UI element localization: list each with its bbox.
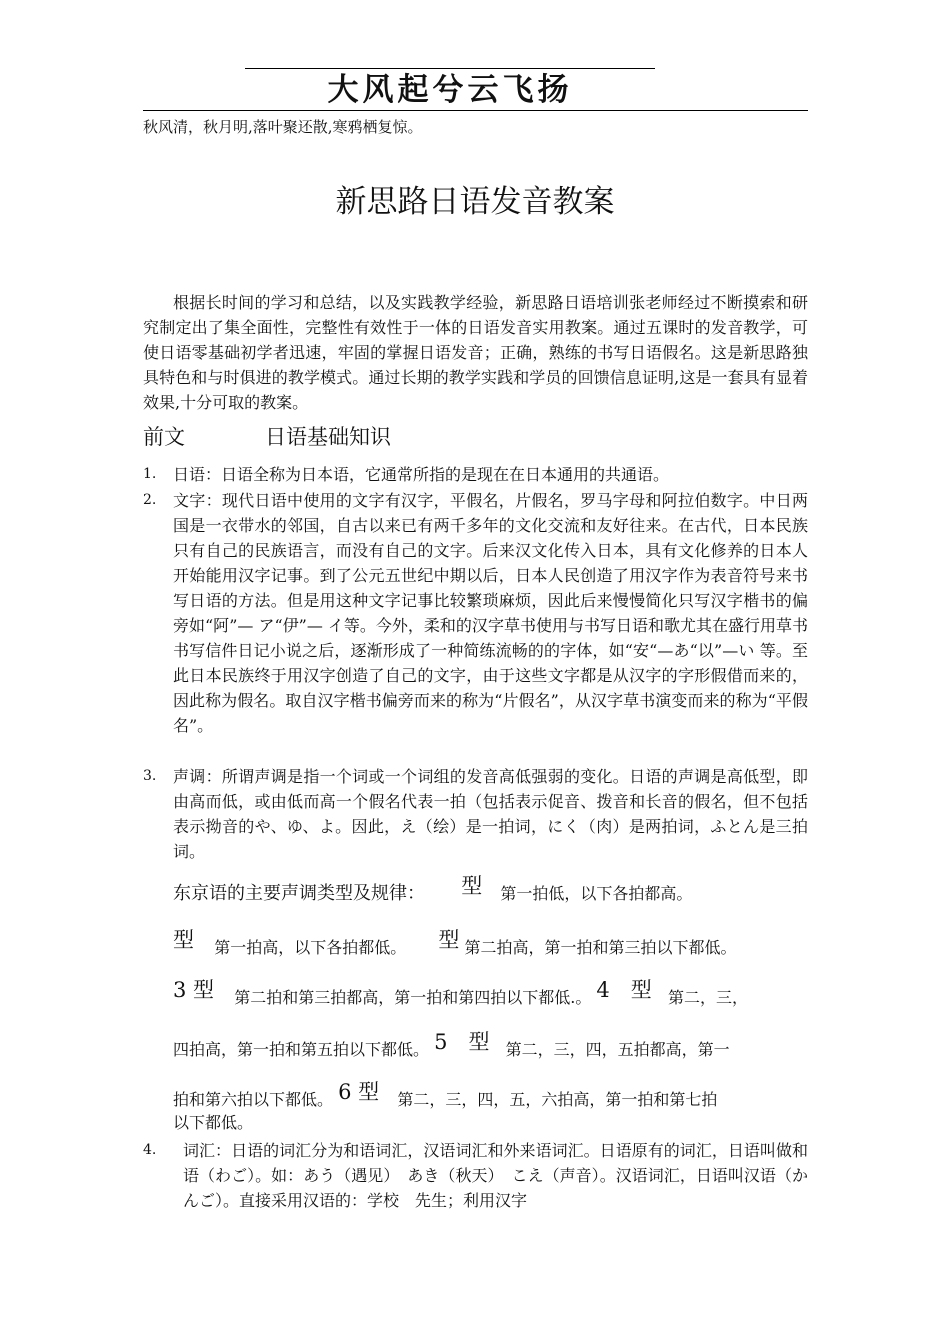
tone-type-1-mark: 型 (173, 928, 194, 952)
list-item-number: 2. (143, 492, 157, 508)
tone-type-5-desc-b: 拍和第六拍以下都低。 (173, 1090, 334, 1109)
tone-line-1 (173, 870, 808, 905)
document-title: 新思路日语发音教案 (335, 184, 615, 220)
tone-line-2 (173, 924, 808, 958)
tone-type-1-desc: 第一拍高，以下各拍都低。 (214, 938, 407, 957)
header-rule-bottom (143, 110, 808, 111)
header-banner: 大风起兮云飞扬 (327, 72, 573, 108)
list-item (143, 488, 808, 738)
tone-type-5-desc-a: 第二，三，四，五拍都高，第一 (505, 1040, 730, 1059)
list-item-text: 声调：所谓声调是指一个词或一个词组的发音高低强弱的变化。日语的声调是高低型，即由高而低，或由低而高一个假名代表一拍（包括表示促音、拨音和长音的假名，但不包括表示拗音的や、ゆ、よ。因此，え（绘）是一拍词，にく（肉）是两拍词，ふとん是三拍词。 (173, 767, 808, 861)
tone-line-4 (173, 1026, 808, 1060)
section-title: 日语基础知识 (265, 425, 391, 449)
tone-line-5 (173, 1076, 808, 1110)
section-label: 前文 (143, 425, 185, 449)
tone-type-6-desc-a: 第二，三，四，五，六拍高，第一拍和第七拍 (397, 1090, 718, 1109)
tone-type-3-mark: 3 型 (173, 978, 215, 1002)
tone-intro: 东京语的主要声调类型及规律： (173, 883, 425, 904)
tone-type-4-mark: 4 型 (596, 978, 652, 1002)
list-item (143, 764, 808, 864)
tone-type-6-mark: 6 型 (338, 1080, 380, 1104)
list-item-text: 日语：日语全称为日本语，它通常所指的是现在在日本通用的共通语。 (173, 465, 670, 484)
header-rule-top (245, 68, 655, 69)
tone-type-6-desc-b: 以下都低。 (173, 1113, 254, 1132)
header-motto: 秋风清，秋月明,落叶聚还散,寒鸦栖复惊。 (143, 118, 423, 136)
tone-type-4-desc-a: 第二，三， (667, 988, 748, 1007)
tone-type-2-mark: 型 (438, 928, 460, 952)
tone-type-2-desc: 第二拍高，第一拍和第三拍以下都低。 (464, 938, 737, 957)
tone-type-3-desc: 第二拍和第三拍都高，第一拍和第四拍以下都低.。 (234, 988, 592, 1007)
list-item-text: 词汇：日语的词汇分为和语词汇，汉语词汇和外来语词汇。日语原有的词汇，日语叫做和语（わご）。如：あう（遇见） あき（秋天） こえ（声音）。汉语词汇，日语叫汉语（かんご）。直接采用汉语的：学校 先生；利用汉字 (183, 1141, 808, 1210)
list-item-number: 3. (143, 768, 157, 784)
list-item (143, 462, 808, 487)
tone-type-4-desc-b: 四拍高，第一拍和第五拍以下都低。 (173, 1040, 430, 1059)
tone-type-0-desc: 第一拍低，以下各拍都高。 (500, 884, 693, 903)
tone-type-5-mark: 5 型 (434, 1030, 490, 1054)
tone-line-3 (173, 974, 808, 1008)
intro-paragraph: 根据长时间的学习和总结，以及实践教学经验，新思路日语培训张老师经过不断摸索和研究制定出了集全面性，完整性有效性于一体的日语发音实用教案。通过五课时的发音教学，可使日语零基础初学者迅速，牢固的掌握日语发音；正确，熟练的书写日语假名。这是新思路独具特色和与时俱进的教学模式。通过长期的教学实践和学员的回馈信息证明,这是一套具有显着效果,十分可取的教案。 (143, 293, 808, 412)
list-item-number: 1. (143, 466, 157, 482)
list-item (143, 1138, 808, 1213)
tone-type-0-mark: 型 (461, 874, 483, 898)
section-heading (143, 422, 391, 452)
tone-line-6 (173, 1110, 808, 1133)
list-item-number: 4. (143, 1142, 157, 1158)
list-item-text: 文字：现代日语中使用的文字有汉字，平假名，片假名，罗马字母和阿拉伯数字。中日两国是一衣带水的邻国，自古以来已有两千多年的文化交流和友好往来。在古代，日本民族只有自己的民族语言，而没有自己的文字。后来汉文化传入日本，具有文化修养的日本人开始能用汉字记事。到了公元五世纪中期以后，日本人民创造了用汉字作为表音符号来书写日语的方法。但是用这种文字记事比较繁琐麻烦，因此后来慢慢简化只写汉字楷书的偏旁如“阿”— ア“伊”— イ等。今外，柔和的汉字草书使用与书写日语和歌尤其在盛行用草书书写信件日记小说之后，逐渐形成了一种简练流畅的的字体，如“安“—あ“以”—い 等。至此日本民族终于用汉字创造了自己的文字，由于这些文字都是从汉字的字形假借而来的，因此称为假名。取自汉字楷书偏旁而来的称为“片假名”，从汉字草书演变而来的称为“平假名”。 (173, 491, 808, 735)
